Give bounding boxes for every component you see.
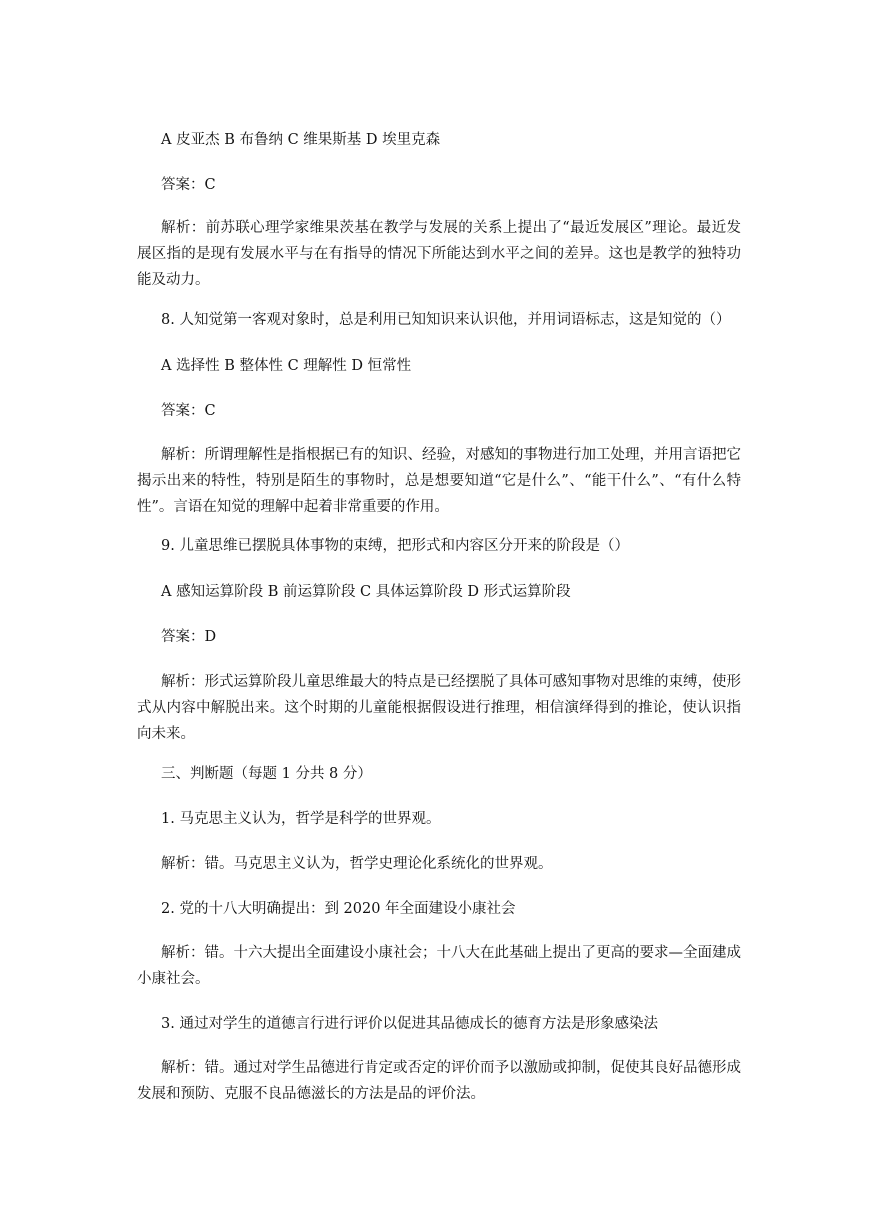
j3-question: 3. 通过对学生的道德言行进行评价以促进其品德成长的德育方法是形象感染法 (161, 1016, 658, 1032)
q9-question: 9. 儿童思维已摆脱具体事物的束缚，把形式和内容区分开来的阶段是（） (161, 538, 629, 554)
section3-heading: 三、判断题（每题 1 分共 8 分） (161, 766, 372, 782)
q7-options: A 皮亚杰 B 布鲁纳 C 维果斯基 D 埃里克森 (161, 132, 441, 148)
q7-analysis: 解析：前苏联心理学家维果茨基在教学与发展的关系上提出了“最近发展区”理论。最近发展区指的是现有发展水平与在有指导的情况下所能达到水平之间的差异。这也是教学的独特功能及动力。 (137, 220, 741, 288)
j2-analysis: 解析：错。十六大提出全面建设小康社会；十八大在此基础上提出了更高的要求—全面建成小康社会。 (137, 945, 741, 987)
j1-analysis: 解析：错。马克思主义认为，哲学史理论化系统化的世界观。 (161, 856, 553, 872)
j1-question: 1. 马克思主义认为，哲学是科学的世界观。 (161, 811, 441, 827)
q9-options: A 感知运算阶段 B 前运算阶段 C 具体运算阶段 D 形式运算阶段 (161, 584, 571, 600)
q7-answer: 答案：C (161, 177, 216, 193)
j2-question: 2. 党的十八大明确提出：到 2020 年全面建设小康社会 (161, 901, 516, 917)
q9-answer: 答案：D (161, 629, 217, 645)
q9-analysis: 解析：形式运算阶段儿童思维最大的特点是已经摆脱了具体可感知事物对思维的束缚，使形式从内容中解脱出来。这个时期的儿童能根据假设进行推理，相信演绎得到的推论，使认识指向未来。 (137, 674, 741, 742)
q8-question: 8. 人知觉第一客观对象时，总是利用已知知识来认识他，并用词语标志，这是知觉的（） (161, 312, 731, 328)
q8-analysis: 解析：所谓理解性是指根据已有的知识、经验，对感知的事物进行加工处理，并用言语把它揭示出来的特性，特别是陌生的事物时，总是想要知道“它是什么”、“能干什么”、“有什么特性”。言语在知觉的理解中起着非常重要的作用。 (137, 447, 741, 515)
q8-options: A 选择性 B 整体性 C 理解性 D 恒常性 (161, 358, 412, 374)
j3-analysis: 解析：错。通过对学生品德进行肯定或否定的评价而予以激励或抑制，促使其良好品德形成发展和预防、克服不良品德滋长的方法是品的评价法。 (137, 1060, 741, 1102)
q8-answer: 答案：C (161, 403, 216, 419)
